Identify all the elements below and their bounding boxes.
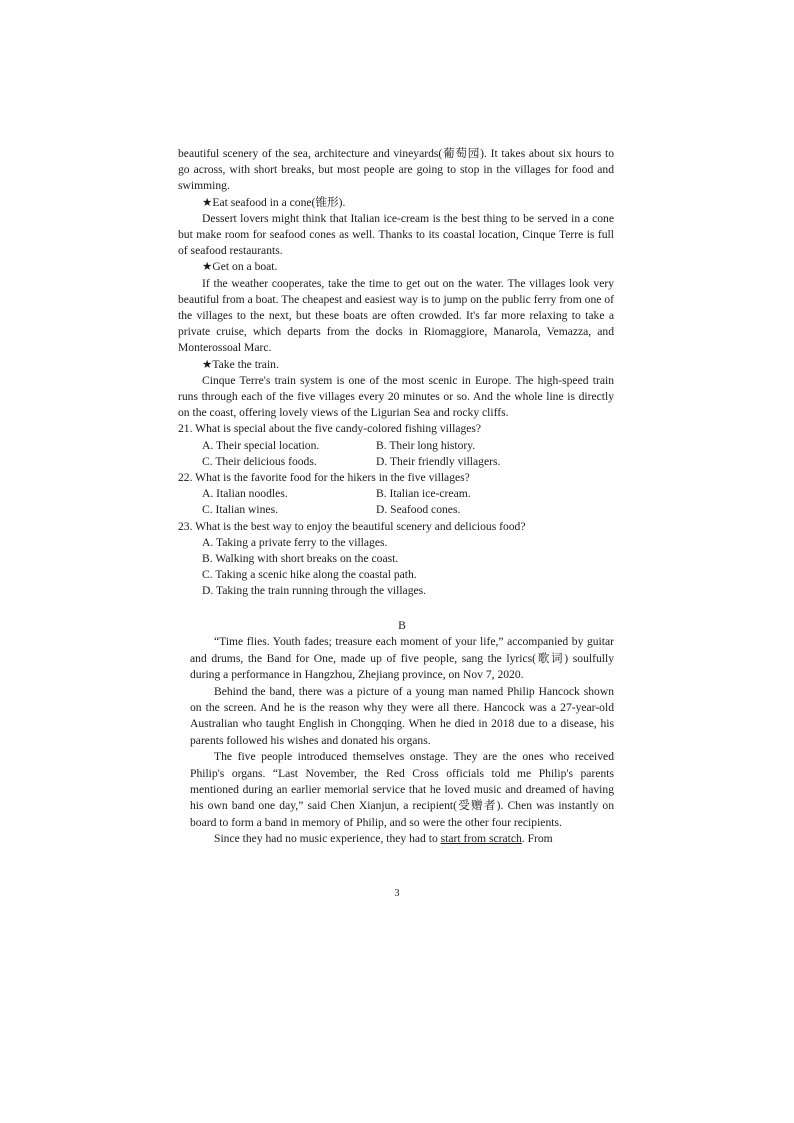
option-c: C. Italian wines. xyxy=(202,503,278,517)
reading-b-section xyxy=(190,618,614,848)
paragraph: beautiful scenery of the sea, architecture and vineyards(葡萄园). It takes about six hours to go across, with short breaks, but most people are going to stop in the villages for food and swimming. xyxy=(178,147,614,193)
option-d: D. Taking the train running through the villages. xyxy=(202,584,427,598)
section-label: B xyxy=(398,619,406,632)
option-c: C. Taking a scenic hike along the coastal path. xyxy=(202,568,417,582)
option-b: B. Their long history. xyxy=(376,438,476,452)
subheading-boat: ★Get on a boat. xyxy=(202,260,278,274)
page-number: 3 xyxy=(394,888,400,899)
question-23 xyxy=(178,519,614,600)
option-a: A. Taking a private ferry to the villages. xyxy=(202,535,388,549)
question-22 xyxy=(178,470,614,519)
option-b: B. Italian ice-cream. xyxy=(376,487,471,501)
options xyxy=(178,438,614,470)
option-d: D. Their friendly villagers. xyxy=(376,454,501,468)
reading-a-section xyxy=(178,146,614,600)
question-21 xyxy=(178,421,614,470)
paragraph xyxy=(190,831,614,847)
subheading-seafood: ★Eat seafood in a cone(锥形). xyxy=(202,195,346,209)
text-run: Since they had no music experience, they had to xyxy=(214,832,441,846)
underlined-phrase: start from scratch xyxy=(440,832,522,846)
question-stem: 23. What is the best way to enjoy the beautiful scenery and delicious food? xyxy=(178,519,526,533)
options xyxy=(178,486,614,518)
text-run: . From xyxy=(521,832,553,846)
option-d: D. Seafood cones. xyxy=(376,503,461,517)
options xyxy=(178,535,614,600)
paragraph: Dessert lovers might think that Italian ice-cream is the best thing to be served in a cone but make room for seafood cones as well. Thanks to its coastal location, Cinque Terre is full of seafood restaurants. xyxy=(178,211,614,258)
option-a: A. Their special location. xyxy=(202,438,320,452)
option-b: B. Walking with short breaks on the coast. xyxy=(202,552,399,566)
question-stem: 22. What is the favorite food for the hikers in the five villages? xyxy=(178,471,470,485)
paragraph: “Time flies. Youth fades; treasure each moment of your life,” accompanied by guitar and drums, the Band for One, made up of five people, sang the lyrics(歌词) soulfully during a performance in Hangzhou, Zhejiang province, on Nov 7, 2020. xyxy=(190,635,614,682)
subheading-train: ★Take the train. xyxy=(202,357,279,371)
paragraph: If the weather cooperates, take the time to get out on the water. The villages look very beautiful from a boat. The cheapest and easiest way is to jump on the public ferry from one of the villages to the next, but these boats are often crowded. It's far more relaxing to take a private cruise, which departs from the docks in Riomaggiore, Manarola, Vemazza, and Monterossoal Marc. xyxy=(178,276,614,355)
paragraph: Cinque Terre's train system is one of the most scenic in Europe. The high-speed train runs through each of the five villages every 20 minutes or so. And the whole line is directly on the coast, offering lovely views of the Ligurian Sea and rocky cliffs. xyxy=(178,373,614,420)
paragraph: Behind the band, there was a picture of a young man named Philip Hancock shown on the screen. And he is the reason why they were all there. Hancock was a 27-year-old Australian who taught English in Chongqing. When he died in 2018 due to a disease, his parents followed his wishes and donated his organs. xyxy=(190,684,614,747)
question-stem: 21. What is special about the five candy-colored fishing villages? xyxy=(178,422,482,436)
paragraph: The five people introduced themselves onstage. They are the ones who received Philip's organs. “Last November, the Red Cross officials told me Philip's parents mentioned during an earlier memorial service that he loved music and dreamed of having his own band one day,” said Chen Xianjun, a recipient(受赠者). Chen was instantly on board to form a band in memory of Philip, and so were the other four recipients. xyxy=(190,750,614,829)
option-a: A. Italian noodles. xyxy=(202,487,288,501)
option-c: C. Their delicious foods. xyxy=(202,454,317,468)
